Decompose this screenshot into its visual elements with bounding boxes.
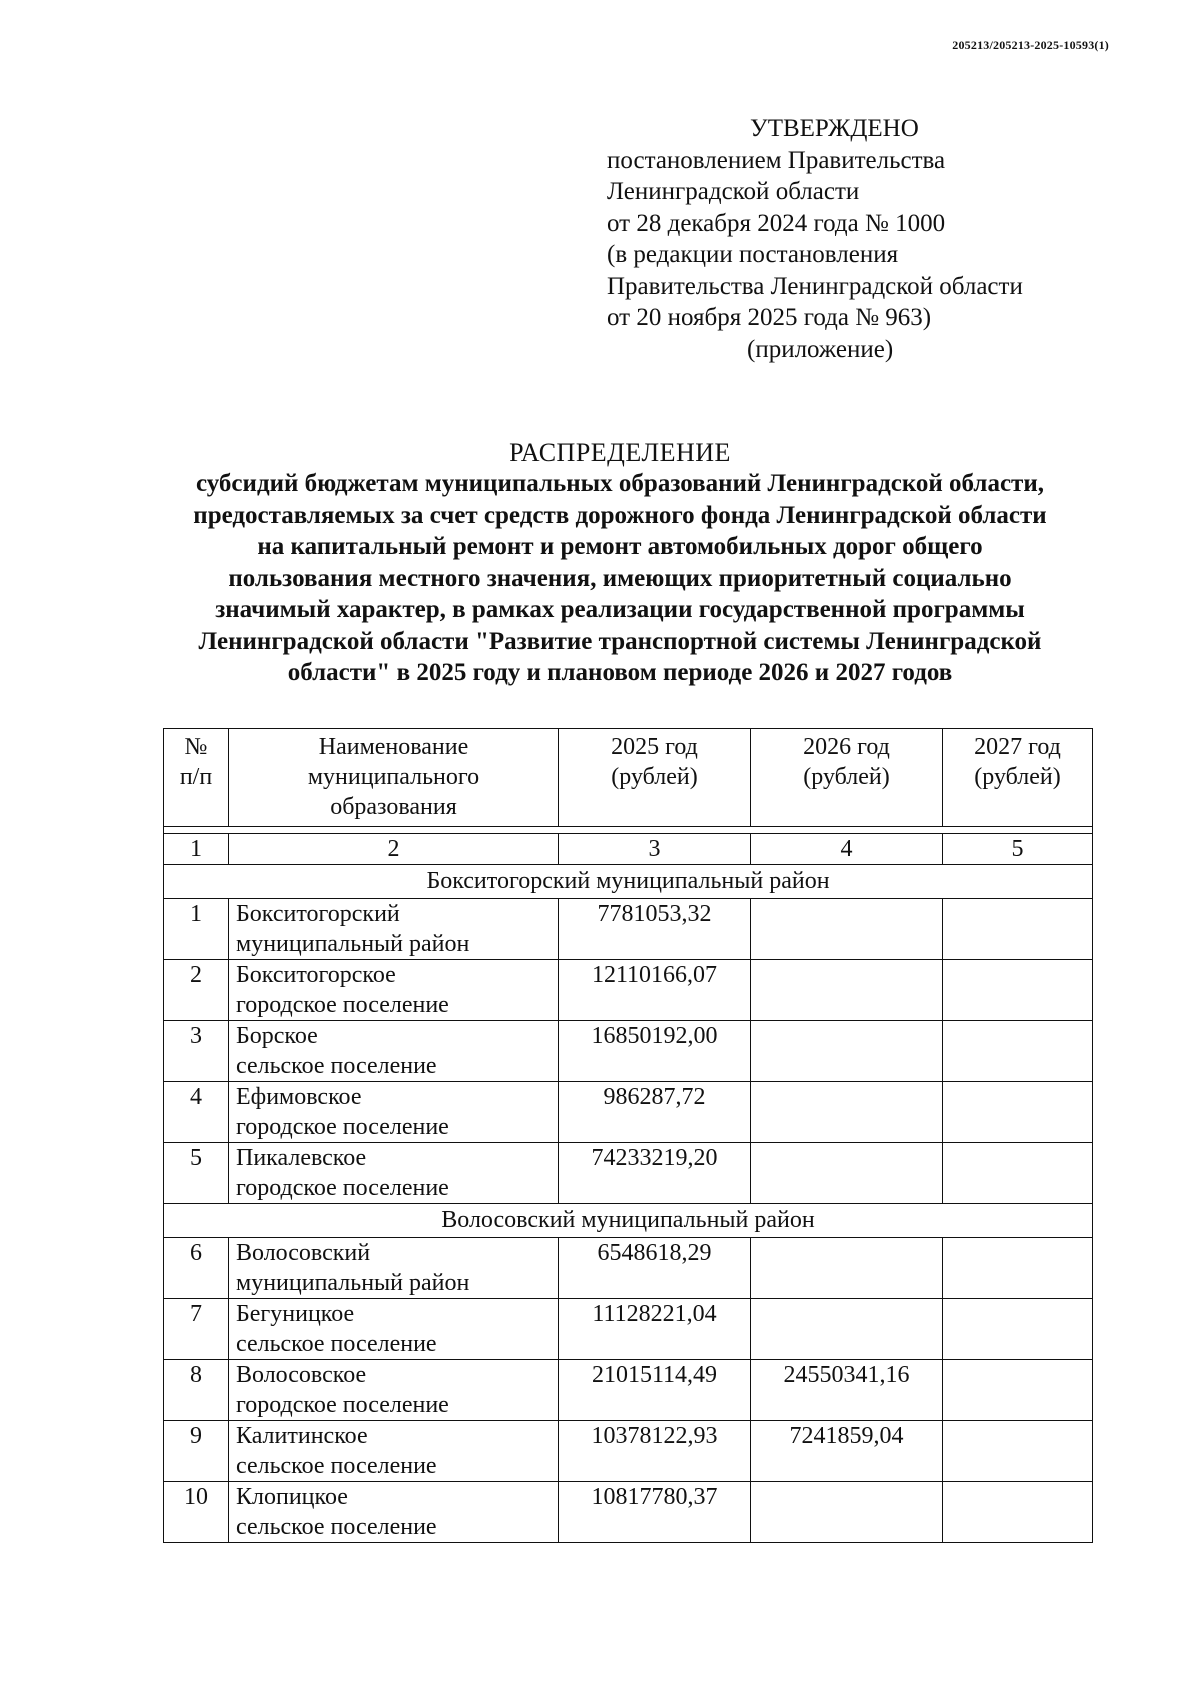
amount-2026 xyxy=(751,1082,943,1143)
header-2026 xyxy=(751,729,943,827)
name-line: сельское поселение xyxy=(236,1514,437,1540)
header-text: образования xyxy=(330,794,457,820)
name-line: городское поселение xyxy=(236,1114,449,1140)
amount-2025: 21015114,49 xyxy=(559,1360,751,1421)
amount-2025: 7781053,32 xyxy=(559,899,751,960)
amount-2025: 12110166,07 xyxy=(559,960,751,1021)
table-row xyxy=(164,1299,1093,1360)
header-text: п/п xyxy=(179,764,213,790)
amount-2026 xyxy=(751,1238,943,1299)
row-number: 2 xyxy=(164,960,229,1021)
row-name xyxy=(229,1143,559,1204)
table-spacer xyxy=(164,827,1093,834)
row-number: 4 xyxy=(164,1082,229,1143)
row-number: 1 xyxy=(164,899,229,960)
table-row xyxy=(164,1421,1093,1482)
header-2027 xyxy=(943,729,1093,827)
name-line: Ефимовское xyxy=(236,1084,362,1110)
name-line: Бокситогорский xyxy=(236,901,400,927)
amount-2025: 986287,72 xyxy=(559,1082,751,1143)
approval-line: (в редакции постановления xyxy=(607,241,899,268)
amount-2026 xyxy=(751,960,943,1021)
amount-2026: 7241859,04 xyxy=(751,1421,943,1482)
row-name xyxy=(229,1021,559,1082)
title-line: на капитальный ремонт и ремонт автомобильных дорог общего xyxy=(257,533,983,560)
amount-2025: 6548618,29 xyxy=(559,1238,751,1299)
subsidy-table xyxy=(163,728,1093,1543)
group-title: Волосовский муниципальный район xyxy=(164,1204,1093,1238)
name-line: сельское поселение xyxy=(236,1453,437,1479)
approval-heading: УТВЕРЖДЕНО xyxy=(750,115,919,142)
amount-2027 xyxy=(943,1082,1093,1143)
approval-line: Правительства Ленинградской области xyxy=(607,272,1023,300)
amount-2026 xyxy=(751,1021,943,1082)
row-number: 5 xyxy=(164,1143,229,1204)
amount-2026 xyxy=(751,1482,943,1543)
title-line: области" в 2025 году и плановом периоде 2026 и 2027 годов xyxy=(287,659,953,686)
amount-2027 xyxy=(943,1360,1093,1421)
title-line: Ленинградской области "Развитие транспортной системы Ленинградской xyxy=(198,627,1042,655)
header-text: 2025 год xyxy=(611,734,698,760)
name-line: городское поселение xyxy=(236,992,449,1018)
row-name xyxy=(229,899,559,960)
table-row xyxy=(164,899,1093,960)
amount-2026 xyxy=(751,899,943,960)
amount-2025: 74233219,20 xyxy=(559,1143,751,1204)
row-name xyxy=(229,1082,559,1143)
table-row xyxy=(164,1238,1093,1299)
title-main: РАСПРЕДЕЛЕНИЕ xyxy=(509,438,731,467)
amount-2027 xyxy=(943,1482,1093,1543)
title-line: пользования местного значения, имеющих приоритетный социально xyxy=(228,564,1012,592)
group-row xyxy=(164,865,1093,899)
name-line: Клопицкое xyxy=(236,1484,348,1510)
header-2025 xyxy=(559,729,751,827)
row-name xyxy=(229,960,559,1021)
column-number: 4 xyxy=(751,834,943,865)
row-number: 6 xyxy=(164,1238,229,1299)
column-number: 1 xyxy=(164,834,229,865)
document-id: 205213/205213-2025-10593(1) xyxy=(952,38,1109,52)
row-name xyxy=(229,1482,559,1543)
header-text: (рублей) xyxy=(611,764,698,790)
row-number: 10 xyxy=(164,1482,229,1543)
table-row xyxy=(164,1082,1093,1143)
title-line: предоставляемых за счет средств дорожного фонда Ленинградской области xyxy=(193,501,1047,529)
name-line: Пикалевское xyxy=(236,1145,367,1171)
name-line: Борское xyxy=(236,1023,318,1049)
name-line: муниципальный район xyxy=(236,1270,470,1296)
amount-2027 xyxy=(943,1143,1093,1204)
column-number: 2 xyxy=(229,834,559,865)
name-line: Волосовский xyxy=(236,1240,371,1266)
table-row xyxy=(164,1482,1093,1543)
approval-line: от 28 декабря 2024 года № 1000 xyxy=(607,209,946,237)
header-text: Наименование xyxy=(318,734,469,760)
column-number: 3 xyxy=(559,834,751,865)
row-number: 9 xyxy=(164,1421,229,1482)
header-num xyxy=(164,729,229,827)
approval-annex: (приложение) xyxy=(747,335,894,363)
amount-2026 xyxy=(751,1143,943,1204)
amount-2025: 10378122,93 xyxy=(559,1421,751,1482)
header-text: (рублей) xyxy=(974,764,1061,790)
row-number: 7 xyxy=(164,1299,229,1360)
name-line: городское поселение xyxy=(236,1175,449,1201)
approval-block xyxy=(607,113,1023,365)
spacer-cell xyxy=(164,827,1093,834)
approval-line: Ленинградской области xyxy=(607,178,860,205)
row-number: 8 xyxy=(164,1360,229,1421)
table-row xyxy=(164,1360,1093,1421)
header-text: (рублей) xyxy=(803,764,890,790)
column-number: 5 xyxy=(943,834,1093,865)
header-text: № xyxy=(184,734,208,760)
header-text: 2026 год xyxy=(803,734,890,760)
amount-2025: 10817780,37 xyxy=(559,1482,751,1543)
amount-2027 xyxy=(943,1299,1093,1360)
amount-2027 xyxy=(943,1021,1093,1082)
amount-2025: 11128221,04 xyxy=(559,1299,751,1360)
approval-line: постановлением Правительства xyxy=(607,146,946,174)
header-text: муниципального xyxy=(307,764,480,790)
header-name xyxy=(229,729,559,827)
amount-2027 xyxy=(943,1421,1093,1482)
approval-line: от 20 ноября 2025 года № 963) xyxy=(607,304,932,331)
table-row xyxy=(164,960,1093,1021)
name-line: сельское поселение xyxy=(236,1053,437,1079)
title-line: значимый характер, в рамках реализации государственной программы xyxy=(215,596,1025,623)
name-line: сельское поселение xyxy=(236,1331,437,1357)
table-header-row xyxy=(164,729,1093,827)
name-line: муниципальный район xyxy=(236,931,470,957)
row-name xyxy=(229,1360,559,1421)
row-name xyxy=(229,1238,559,1299)
name-line: Калитинское xyxy=(236,1423,368,1449)
name-line: Волосовское xyxy=(236,1362,367,1388)
row-name xyxy=(229,1421,559,1482)
group-title: Бокситогорский муниципальный район xyxy=(164,865,1093,899)
header-text: 2027 год xyxy=(974,734,1061,760)
title-line: субсидий бюджетам муниципальных образований Ленинградской области, xyxy=(196,470,1044,497)
amount-2025: 16850192,00 xyxy=(559,1021,751,1082)
table-row xyxy=(164,1143,1093,1204)
row-name xyxy=(229,1299,559,1360)
group-row xyxy=(164,1204,1093,1238)
column-numbers-row xyxy=(164,834,1093,865)
amount-2027 xyxy=(943,1238,1093,1299)
amount-2027 xyxy=(943,960,1093,1021)
document-title xyxy=(150,438,1090,689)
row-number: 3 xyxy=(164,1021,229,1082)
amount-2027 xyxy=(943,899,1093,960)
name-line: городское поселение xyxy=(236,1392,449,1418)
amount-2026 xyxy=(751,1299,943,1360)
table-row xyxy=(164,1021,1093,1082)
name-line: Бокситогорское xyxy=(236,962,396,988)
amount-2026: 24550341,16 xyxy=(751,1360,943,1421)
name-line: Бегуницкое xyxy=(236,1301,355,1327)
